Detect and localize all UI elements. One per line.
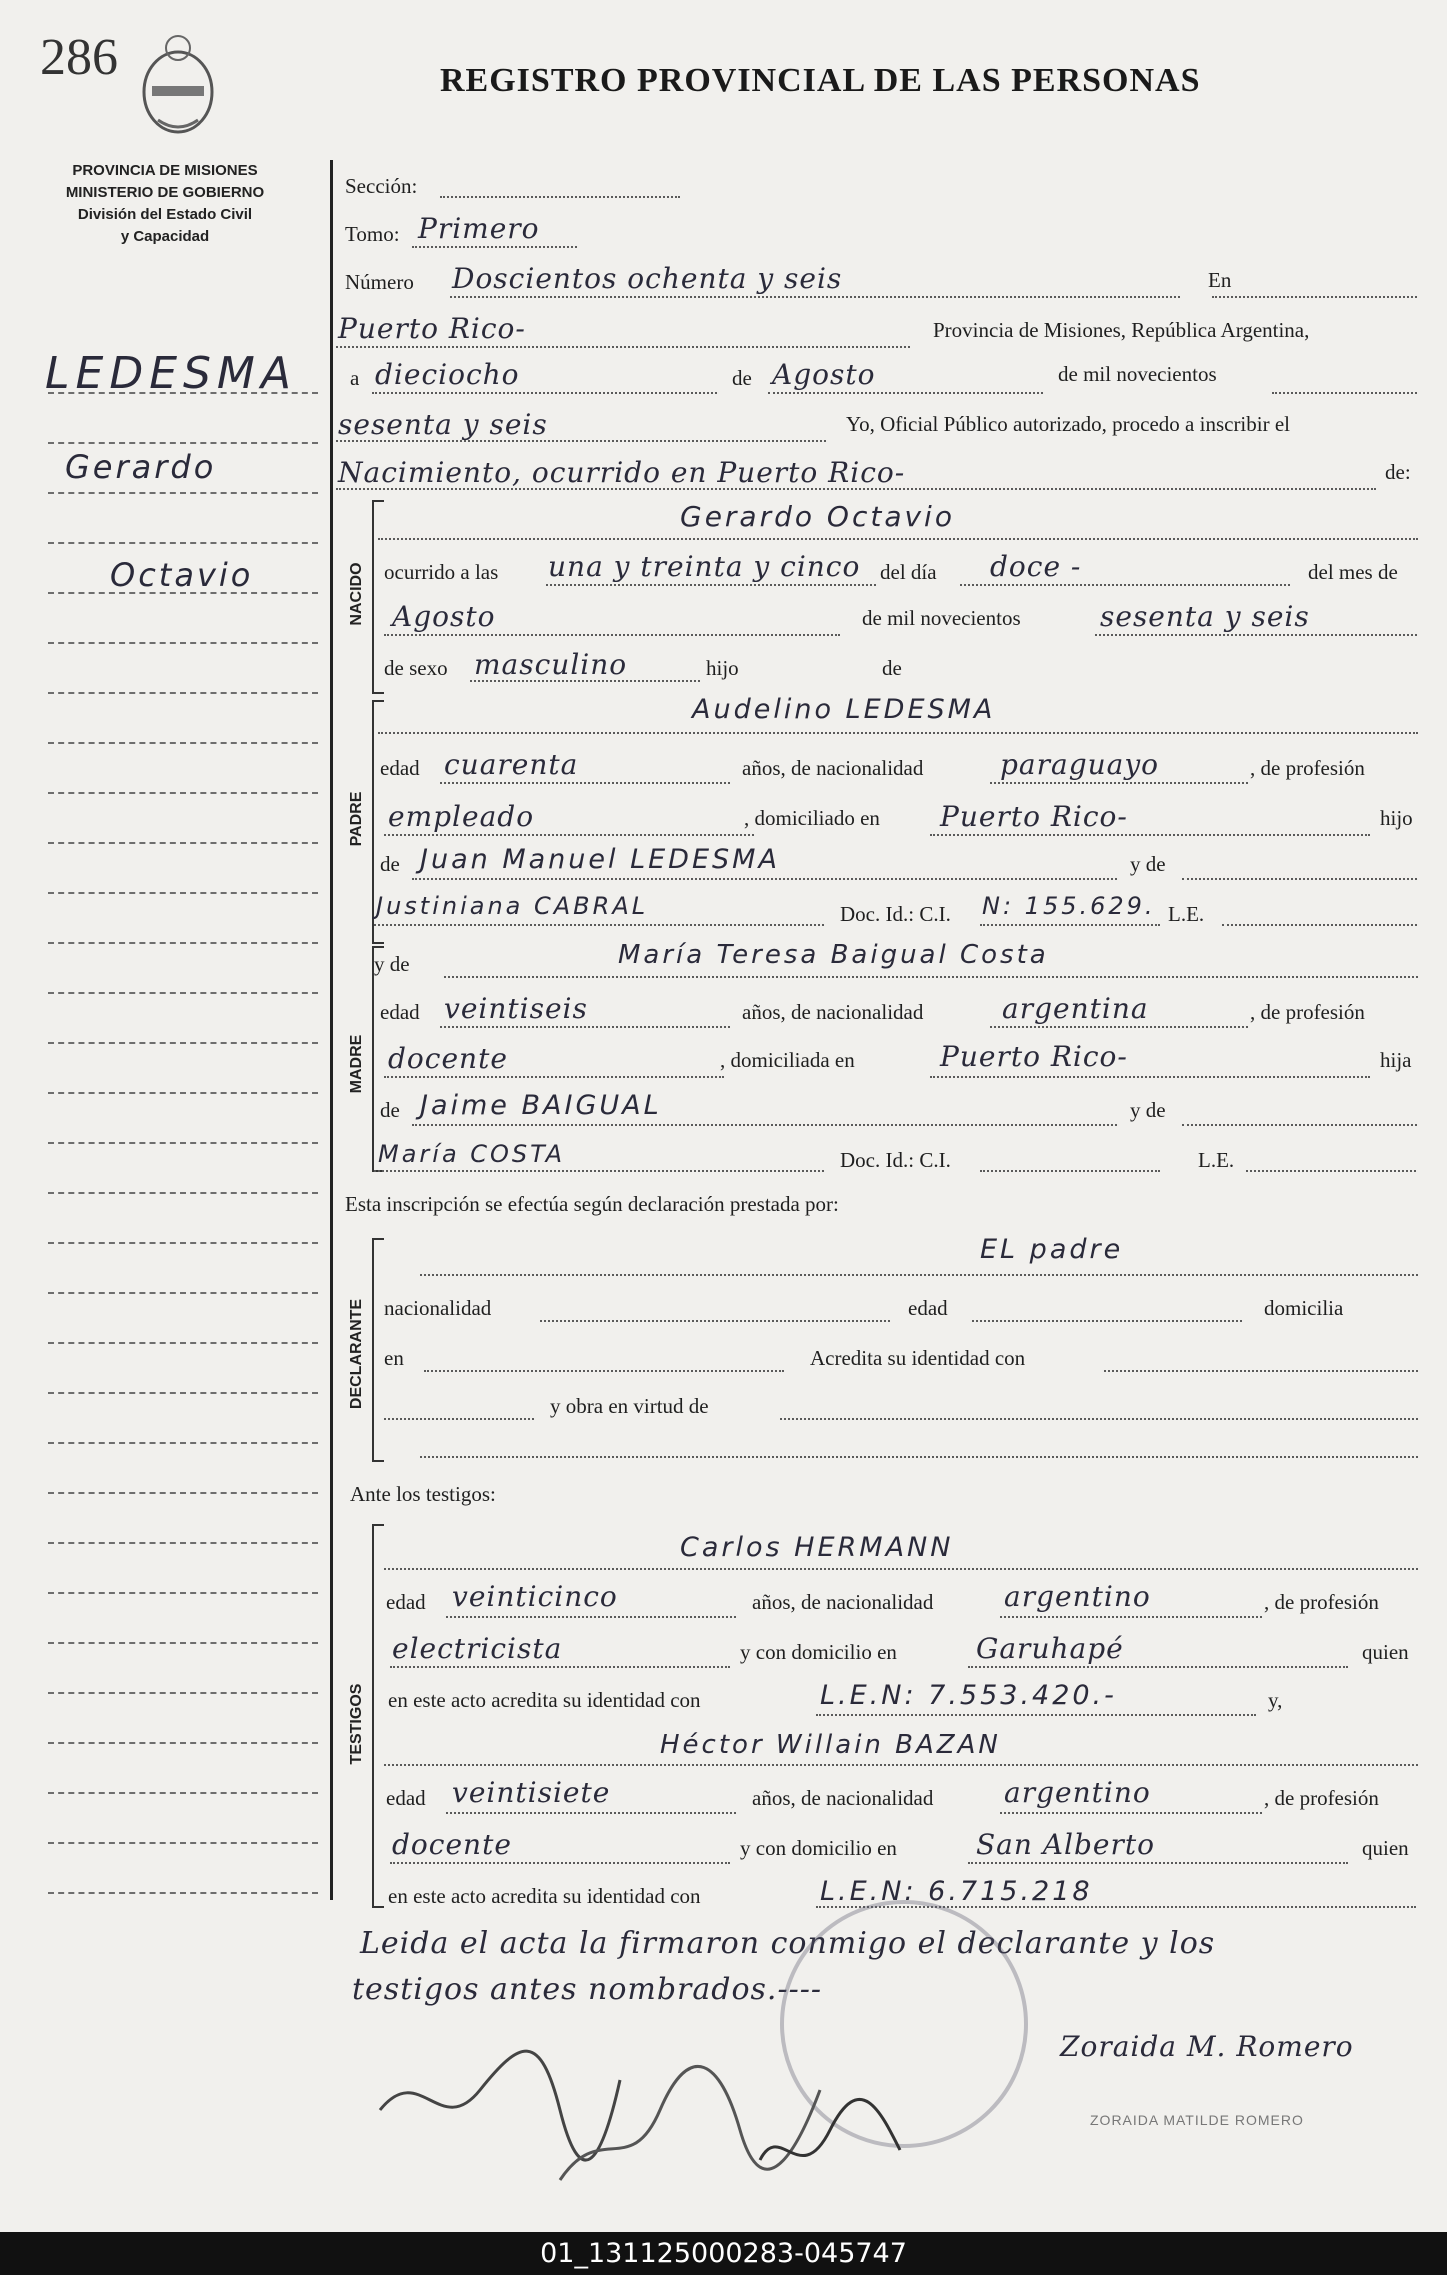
hour-line: [546, 584, 876, 586]
declarante-obra-label: y obra en virtud de: [550, 1394, 709, 1418]
document-id-footer: 01_131125000283-045747: [0, 2232, 1447, 2275]
padre-nac-value: paraguayo: [1000, 748, 1160, 781]
del-dia-label: del día: [880, 560, 937, 584]
abuela-paterna: Justiniana CABRAL: [376, 892, 649, 920]
testigo2-edad-line: [446, 1812, 736, 1814]
madre-name: María Teresa Baigual Costa: [618, 940, 1049, 970]
testigo1-quien-label: quien: [1362, 1640, 1409, 1664]
abuelo-materno: Jaime BAIGUAL: [420, 1090, 662, 1121]
testigo2-dom-line: [968, 1862, 1348, 1864]
margin-rule-line: [48, 792, 318, 794]
madre-edad-line: [440, 1026, 730, 1028]
dia-value: doce -: [990, 550, 1082, 583]
padre-prof-label: , de profesión: [1250, 756, 1365, 780]
agency-line-1: PROVINCIA DE MISIONES: [72, 162, 258, 179]
madre-le-line: [1246, 1170, 1416, 1172]
margin-rule-line: [48, 1442, 318, 1444]
padre-prof-value: empleado: [388, 800, 535, 833]
testigo2-edad-label: edad: [386, 1786, 426, 1810]
hijo-label: hijo: [706, 656, 739, 680]
official-name-stamp: ZORAIDA MATILDE ROMERO: [1090, 2112, 1304, 2128]
madre-label: MADRE: [348, 1034, 365, 1094]
madre-doc-line: [980, 1170, 1160, 1172]
province-text: Provincia de Misiones, República Argentina,: [933, 318, 1310, 342]
testigo1-name-line: [384, 1568, 1418, 1570]
madre-edad-label: edad: [380, 1000, 420, 1024]
madre-nac-line: [990, 1026, 1248, 1028]
testigo1-prof-value: electricista: [392, 1632, 563, 1665]
testigo2-prof-label: , de profesión: [1264, 1786, 1379, 1810]
del-mes-label: del mes de: [1308, 560, 1398, 584]
en-line: [1212, 296, 1417, 298]
madre-prof-label: , de profesión: [1250, 1000, 1365, 1024]
madre-yde-label: y de: [374, 952, 410, 976]
closing-line-1: Leida el acta la firmaron conmigo el declarante y los: [360, 1926, 1216, 1961]
padre-doc-label: Doc. Id.: C.I.: [840, 902, 951, 926]
tomo-line: [412, 246, 577, 248]
agency-line-2: MINISTERIO DE GOBIERNO: [65, 184, 265, 201]
madre-dom-line: [930, 1076, 1370, 1078]
official-text: Yo, Oficial Público autorizado, procedo a inscribir el: [846, 412, 1291, 436]
padre-dom-value: Puerto Rico-: [940, 800, 1128, 833]
testigo2-prof-value: docente: [392, 1828, 512, 1861]
year-line-1: [1272, 392, 1417, 394]
testigo1-doc-line: [816, 1714, 1256, 1716]
sexo-line: [470, 680, 700, 682]
padre-name: Audelino LEDESMA: [692, 694, 996, 725]
padre-yde-line: [1182, 878, 1417, 880]
declarante-intro: Esta inscripción se efectúa según declaración prestada por:: [345, 1192, 839, 1216]
testigo2-prof-line: [390, 1862, 730, 1864]
margin-rule-line: [48, 1692, 318, 1694]
madre-name-line: [444, 976, 1418, 978]
margin-rule-line: [48, 892, 318, 894]
declarante-bracket: [372, 1238, 384, 1462]
declarante-en-label: en: [384, 1346, 404, 1370]
declarante-acredita-label: Acredita su identidad con: [810, 1346, 1026, 1370]
padre-name-line: [378, 732, 1418, 734]
margin-rule-line: [48, 1292, 318, 1294]
madre-edad-value: veintiseis: [444, 992, 588, 1025]
testigo1-y-label: y,: [1268, 1688, 1283, 1712]
closing-line-2: testigos antes nombrados.----: [352, 1972, 823, 2007]
margin-rule-line: [48, 592, 318, 594]
margin-rule-line: [48, 492, 318, 494]
margin-rule-line: [48, 1242, 318, 1244]
witness-signatures: [360, 2000, 920, 2200]
testigo1-name: Carlos HERMANN: [680, 1532, 954, 1563]
margin-rule-line: [48, 642, 318, 644]
agency-line-3: División del Estado Civil: [77, 206, 253, 223]
padre-le-line: [1222, 924, 1417, 926]
padre-edad-line: [440, 782, 730, 784]
madre-dom-label: , domiciliada en: [720, 1048, 855, 1072]
padre-label: PADRE: [348, 791, 365, 847]
testigo1-prof-label: , de profesión: [1264, 1590, 1379, 1614]
margin-rule-line: [48, 1842, 318, 1844]
padre-prof-line: [384, 834, 754, 836]
madre-yde2-label: y de: [1130, 1098, 1166, 1122]
testigo1-dom-value: Garuhapé: [976, 1632, 1124, 1665]
margin-rule-line: [48, 1542, 318, 1544]
numero-label: Número: [345, 270, 414, 294]
ocurrido-label: ocurrido a las: [384, 560, 499, 584]
abuelo-paterno-line: [412, 878, 1117, 880]
mil-label: de mil novecientos: [862, 606, 1021, 630]
testigo2-nac-value: argentino: [1004, 1776, 1151, 1809]
margin-rule-line: [48, 1892, 318, 1894]
padre-doc-line: [980, 924, 1160, 926]
margin-rule-line: [48, 692, 318, 694]
testigo2-dom-value: San Alberto: [976, 1828, 1155, 1861]
declarante-obra-line: [780, 1418, 1418, 1420]
declarante-name-line: [420, 1274, 1418, 1276]
madre-de-label: de: [380, 1098, 400, 1122]
declarante-extra-line: [420, 1456, 1418, 1458]
tomo-value: Primero: [418, 212, 540, 245]
de-month-label: de: [732, 366, 752, 390]
act-line: [336, 488, 1376, 490]
margin-rule-line: [48, 942, 318, 944]
sexo-value: masculino: [474, 648, 628, 681]
margin-surname: LEDESMA: [45, 348, 297, 399]
month-value: Agosto: [772, 358, 876, 391]
madre-doc-label: Doc. Id.: C.I.: [840, 1148, 951, 1172]
testigos-intro: Ante los testigos:: [350, 1482, 496, 1506]
testigo2-doc-value: L.E.N: 6.715.218: [820, 1876, 1093, 1907]
margin-rule-line: [48, 1792, 318, 1794]
testigo2-edad-value: veintisiete: [452, 1776, 611, 1809]
margin-rule-line: [48, 1642, 318, 1644]
declarante-dom-label: domicilia: [1264, 1296, 1344, 1320]
margin-rule-line: [48, 1092, 318, 1094]
seccion-label: Sección:: [345, 174, 418, 198]
madre-prof-value: docente: [388, 1042, 508, 1075]
testigo2-name: Héctor Willain BAZAN: [660, 1730, 1001, 1760]
madre-hija-label: hija: [1380, 1048, 1412, 1072]
coat-of-arms-icon: [138, 30, 218, 140]
abuela-materna-line: [374, 1170, 824, 1172]
margin-rule-line: [48, 1592, 318, 1594]
padre-nac-label: años, de nacionalidad: [742, 756, 924, 780]
hour-value: una y treinta y cinco: [548, 550, 861, 583]
margin-rule-line: [48, 392, 318, 394]
document-title: REGISTRO PROVINCIAL DE LAS PERSONAS: [440, 62, 1201, 99]
testigo1-edad-label: edad: [386, 1590, 426, 1614]
testigo1-edad-value: veinticinco: [452, 1580, 618, 1613]
declarante-name: EL padre: [980, 1234, 1124, 1265]
testigo1-nac-line: [1000, 1616, 1262, 1618]
margin-rule-line: [48, 1142, 318, 1144]
nacido-de-label: de: [882, 656, 902, 680]
agency-line-4: y Capacidad: [120, 228, 210, 245]
madre-nac-label: años, de nacionalidad: [742, 1000, 924, 1024]
declarante-nac-label: nacionalidad: [384, 1296, 492, 1320]
declarante-edad-label: edad: [908, 1296, 948, 1320]
margin-rule-line: [48, 1392, 318, 1394]
testigo2-acredita-label: en este acto acredita su identidad con: [388, 1884, 701, 1908]
testigo2-nac-label: años, de nacionalidad: [752, 1786, 934, 1810]
year-text: de mil novecientos: [1058, 362, 1217, 386]
padre-edad-value: cuarenta: [444, 748, 579, 781]
abuela-paterna-line: [374, 924, 824, 926]
sexo-label: de sexo: [384, 656, 448, 680]
margin-rule-line: [48, 1342, 318, 1344]
day-line: [372, 392, 717, 394]
numero-value: Doscientos ochenta y seis: [452, 262, 843, 295]
testigo2-quien-label: quien: [1362, 1836, 1409, 1860]
record-number: 286: [40, 29, 118, 86]
margin-rule-line: [48, 442, 318, 444]
nacido-name: Gerardo Octavio: [680, 500, 955, 533]
abuelo-paterno: Juan Manuel LEDESMA: [420, 844, 780, 875]
padre-doc-value: N: 155.629.: [982, 892, 1156, 920]
nacido-name-line: [378, 538, 1418, 540]
testigo2-dom-label: y con domicilio en: [740, 1836, 897, 1860]
abuela-materna: María COSTA: [378, 1140, 566, 1168]
testigos-bracket: [372, 1524, 384, 1908]
madre-prof-line: [384, 1076, 724, 1078]
padre-edad-label: edad: [380, 756, 420, 780]
anio-line: [1095, 634, 1417, 636]
nacido-bracket: [372, 500, 384, 694]
day-value: dieciocho: [375, 358, 520, 391]
month-line: [768, 392, 1043, 394]
declarante-edad-line: [972, 1320, 1242, 1322]
padre-nac-line: [990, 782, 1248, 784]
declarante-acredita-line: [1104, 1370, 1418, 1372]
margin-name-1: Gerardo: [65, 448, 217, 486]
a-label: a: [350, 366, 360, 390]
margin-rule-line: [48, 742, 318, 744]
testigo1-nac-value: argentino: [1004, 1580, 1151, 1613]
testigo2-name-line: [384, 1764, 1418, 1766]
testigo1-doc-value: L.E.N: 7.553.420.-: [820, 1680, 1117, 1711]
padre-le-label: L.E.: [1168, 902, 1205, 926]
testigo1-dom-label: y con domicilio en: [740, 1640, 897, 1664]
testigo1-prof-line: [390, 1666, 730, 1668]
madre-dom-value: Puerto Rico-: [940, 1040, 1128, 1073]
madre-yde2-line: [1182, 1124, 1417, 1126]
seccion-line: [440, 196, 680, 198]
testigo2-nac-line: [1000, 1812, 1262, 1814]
place-line: [336, 346, 910, 348]
padre-dom-label: , domiciliado en: [744, 806, 880, 830]
madre-le-label: L.E.: [1198, 1148, 1235, 1172]
year-value: sesenta y seis: [338, 408, 548, 441]
de-colon-label: de:: [1385, 460, 1411, 484]
official-signature: Zoraida M. Romero: [1060, 2030, 1354, 2063]
margin-rule-line: [48, 1192, 318, 1194]
declarante-nac-line: [540, 1320, 890, 1322]
testigo1-acredita-label: en este acto acredita su identidad con: [388, 1688, 701, 1712]
margin-rule-line: [48, 542, 318, 544]
mes-value: Agosto: [392, 600, 496, 633]
act-value: Nacimiento, ocurrido en Puerto Rico-: [338, 456, 906, 489]
nacido-label: NACIDO: [348, 562, 365, 626]
padre-yde-label: y de: [1130, 852, 1166, 876]
tomo-label: Tomo:: [345, 222, 400, 246]
madre-nac-value: argentina: [1002, 992, 1149, 1025]
declarante-obra-pre-line: [384, 1418, 534, 1420]
mes-line: [384, 634, 840, 636]
margin-rule-line: [48, 842, 318, 844]
en-label: En: [1208, 268, 1232, 292]
testigo1-edad-line: [446, 1616, 736, 1618]
margin-rule-line: [48, 992, 318, 994]
testigos-label: TESTIGOS: [348, 1683, 365, 1765]
anio-value: sesenta y seis: [1100, 600, 1310, 633]
abuelo-materno-line: [412, 1124, 1117, 1126]
margin-rule-line: [48, 1042, 318, 1044]
madre-bracket: [372, 946, 384, 1172]
dia-line: [960, 584, 1290, 586]
testigo1-dom-line: [968, 1666, 1348, 1668]
year-line-2: [336, 440, 826, 442]
declarante-en-line: [424, 1370, 784, 1372]
margin-rule-line: [48, 1742, 318, 1744]
place-value: Puerto Rico-: [338, 312, 526, 345]
testigo1-nac-label: años, de nacionalidad: [752, 1590, 934, 1614]
padre-de-label: de: [380, 852, 400, 876]
padre-hijo-label: hijo: [1380, 806, 1413, 830]
padre-dom-line: [930, 834, 1370, 836]
margin-rule-line: [48, 1492, 318, 1494]
declarante-label: DECLARANTE: [348, 1298, 365, 1410]
numero-line: [450, 296, 1180, 298]
margin-name-2: Octavio: [110, 556, 254, 594]
margin-divider: [330, 160, 333, 1900]
